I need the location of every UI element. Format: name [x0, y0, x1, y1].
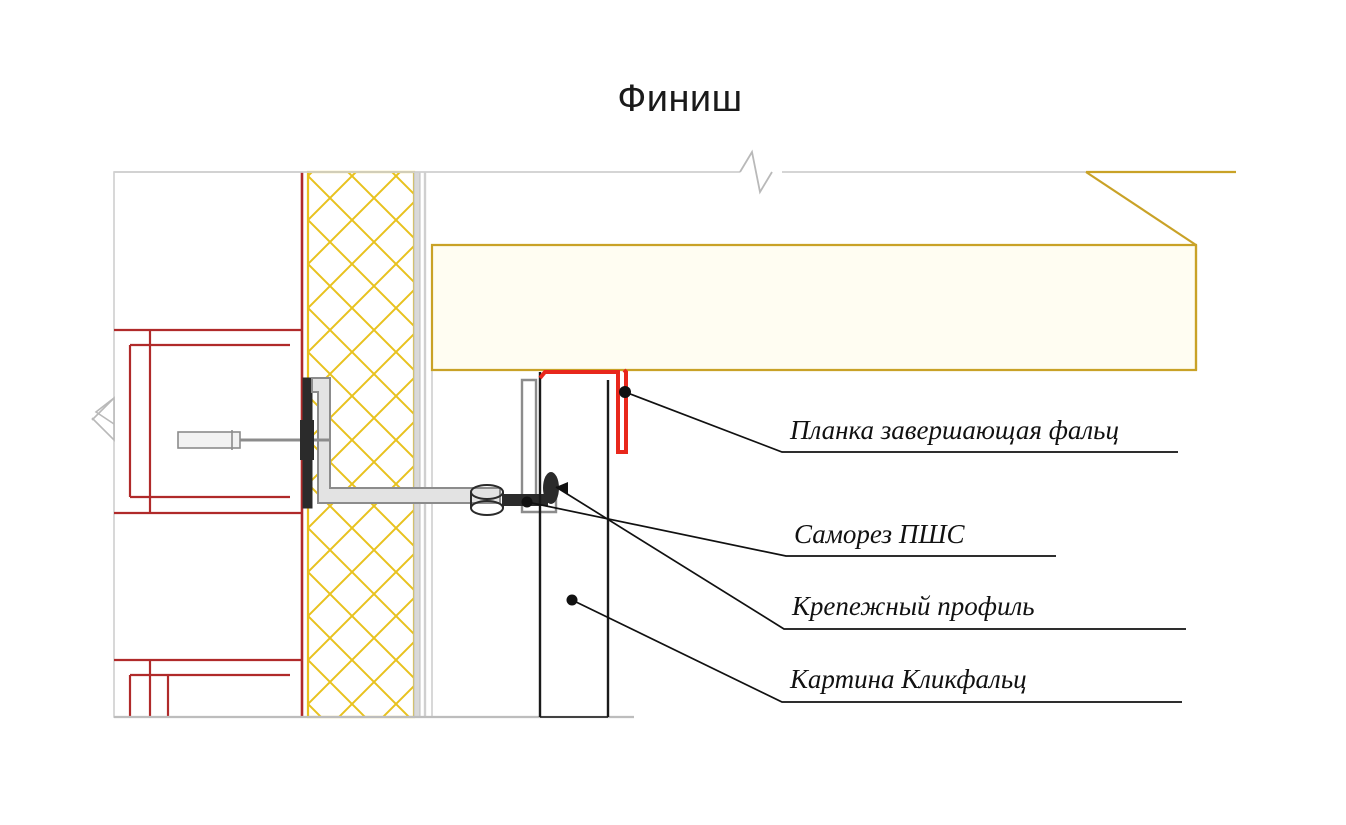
roof-panel-bevel [1086, 172, 1196, 245]
membrane-layer [414, 172, 432, 717]
membrane-strip [414, 172, 420, 717]
clickfalz-panel [540, 372, 608, 717]
roof-panel-body [432, 245, 1196, 370]
wall-break-symbol [92, 398, 114, 440]
roof-break-symbol [740, 152, 772, 192]
callout-label-kartina: Картина Кликфальц [790, 664, 1027, 694]
anchor-sleeve [178, 432, 240, 448]
anchor-head [300, 420, 314, 460]
callout-label-planka: Планка завершающая фальц [790, 415, 1119, 445]
diagram-title: Финиш [617, 78, 743, 120]
callout-line-samorez [527, 502, 1056, 556]
finishing-strip [540, 370, 626, 452]
finishing-strip-profile [540, 370, 626, 452]
callout-label-samorez: Саморез ПШС [794, 519, 965, 549]
callout-label-profil: Крепежный профиль [792, 591, 1035, 621]
